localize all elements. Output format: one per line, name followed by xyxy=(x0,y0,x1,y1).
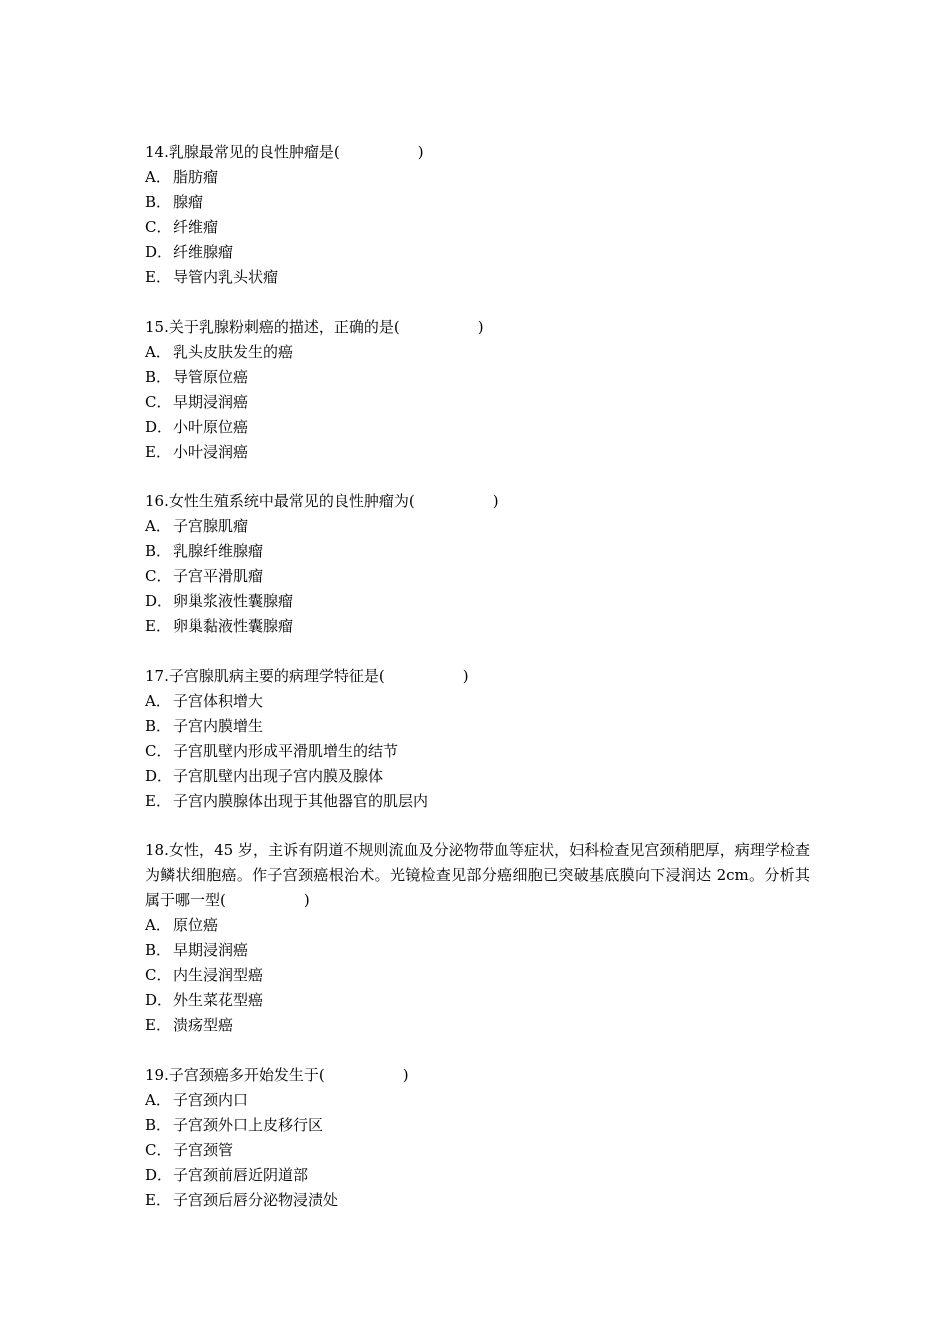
question-stem xyxy=(145,838,810,913)
question-text: 关于乳腺粉刺癌的描述，正确的是( xyxy=(168,317,400,336)
option-text: 早期浸润癌 xyxy=(173,941,249,959)
option-letter: C． xyxy=(145,1140,172,1159)
option-e xyxy=(145,1188,810,1213)
option-text: 子宫颈管 xyxy=(173,1140,234,1159)
option-letter: C． xyxy=(145,392,172,411)
option-text: 子宫内膜腺体出现于其他器官的肌层内 xyxy=(173,791,429,810)
option-letter: C． xyxy=(145,741,172,760)
option-d xyxy=(145,240,810,265)
option-letter: D． xyxy=(145,991,173,1009)
close-paren: ) xyxy=(477,317,484,336)
option-c xyxy=(145,564,810,589)
option-d xyxy=(145,1163,810,1188)
option-a xyxy=(145,514,810,539)
option-letter: A． xyxy=(145,168,171,186)
option-text: 纤维瘤 xyxy=(173,218,219,236)
question-stem xyxy=(145,664,810,689)
option-letter: D． xyxy=(145,417,173,436)
option-text: 内生浸润型癌 xyxy=(173,966,264,984)
option-a xyxy=(145,1088,810,1113)
close-paren: ) xyxy=(462,666,469,685)
option-letter: B． xyxy=(145,367,172,386)
question-number: 19. xyxy=(145,1065,169,1084)
option-c xyxy=(145,390,810,415)
option-letter: C． xyxy=(145,218,172,236)
option-text: 子宫颈外口上皮移行区 xyxy=(173,1115,324,1134)
option-e xyxy=(145,265,810,290)
option-d xyxy=(145,764,810,789)
close-paren: ) xyxy=(303,891,310,909)
exam-page xyxy=(145,140,810,1237)
question-text: 子宫腺肌病主要的病理学特征是( xyxy=(168,666,385,685)
option-letter: E． xyxy=(145,442,171,461)
option-text: 原位癌 xyxy=(173,916,219,934)
option-letter: A． xyxy=(145,517,171,535)
option-text: 脂肪瘤 xyxy=(173,168,219,186)
option-d xyxy=(145,988,810,1013)
option-text: 腺瘤 xyxy=(173,193,204,211)
option-a xyxy=(145,340,810,365)
option-a xyxy=(145,913,810,938)
option-letter: D． xyxy=(145,592,173,610)
option-letter: B． xyxy=(145,542,172,560)
option-c xyxy=(145,215,810,240)
option-text: 子宫体积增大 xyxy=(173,691,264,710)
option-text: 卵巢浆液性囊腺瘤 xyxy=(173,592,294,610)
option-letter: A． xyxy=(145,691,171,710)
option-letter: E． xyxy=(145,791,171,810)
option-letter: B． xyxy=(145,193,172,211)
option-text: 早期浸润癌 xyxy=(173,392,249,411)
question-stem xyxy=(145,140,810,165)
option-e xyxy=(145,614,810,639)
close-paren: ) xyxy=(402,1065,409,1084)
question-14 xyxy=(145,140,810,290)
option-d xyxy=(145,589,810,614)
question-text: 子宫颈癌多开始发生于( xyxy=(168,1065,325,1084)
option-text: 乳腺纤维腺瘤 xyxy=(173,542,264,560)
option-c xyxy=(145,739,810,764)
question-number: 14. xyxy=(145,143,169,161)
option-text: 子宫颈后唇分泌物浸渍处 xyxy=(173,1190,339,1209)
option-letter: A． xyxy=(145,342,171,361)
option-letter: E． xyxy=(145,1190,171,1209)
option-e xyxy=(145,440,810,465)
option-d xyxy=(145,415,810,440)
option-letter: C． xyxy=(145,966,172,984)
option-letter: A． xyxy=(145,1090,171,1109)
option-text: 导管内乳头状瘤 xyxy=(173,268,279,286)
question-number: 15. xyxy=(145,317,169,336)
question-15 xyxy=(145,315,810,465)
option-text: 子宫腺肌瘤 xyxy=(173,517,249,535)
option-text: 子宫肌壁内出现子宫内膜及腺体 xyxy=(173,766,384,785)
close-paren: ) xyxy=(417,143,424,161)
option-c xyxy=(145,963,810,988)
option-b xyxy=(145,365,810,390)
option-letter: E． xyxy=(145,268,171,286)
option-text: 小叶浸润癌 xyxy=(173,442,249,461)
option-letter: D． xyxy=(145,243,173,261)
option-a xyxy=(145,165,810,190)
option-e xyxy=(145,1013,810,1038)
question-16 xyxy=(145,489,810,639)
question-number: 17. xyxy=(145,666,169,685)
option-b xyxy=(145,938,810,963)
option-letter: D． xyxy=(145,1165,173,1184)
option-text: 小叶原位癌 xyxy=(173,417,249,436)
option-a xyxy=(145,689,810,714)
question-19 xyxy=(145,1063,810,1213)
option-b xyxy=(145,714,810,739)
close-paren: ) xyxy=(492,492,499,510)
option-text: 子宫平滑肌瘤 xyxy=(173,567,264,585)
question-18 xyxy=(145,838,810,1038)
option-b xyxy=(145,1113,810,1138)
question-17 xyxy=(145,664,810,814)
option-letter: B． xyxy=(145,1115,172,1134)
question-text: 乳腺最常见的良性肿瘤是( xyxy=(168,143,340,161)
option-c xyxy=(145,1138,810,1163)
question-stem xyxy=(145,1063,810,1088)
option-text: 导管原位癌 xyxy=(173,367,249,386)
question-stem xyxy=(145,489,810,514)
question-text: 女性生殖系统中最常见的良性肿瘤为( xyxy=(168,492,415,510)
option-text: 子宫颈内口 xyxy=(173,1090,249,1109)
option-text: 溃疡型癌 xyxy=(173,1016,234,1034)
option-b xyxy=(145,539,810,564)
question-number: 18. xyxy=(145,841,169,859)
option-letter: B． xyxy=(145,716,172,735)
option-text: 子宫内膜增生 xyxy=(173,716,264,735)
option-text: 子宫颈前唇近阴道部 xyxy=(173,1165,309,1184)
option-letter: E． xyxy=(145,1016,171,1034)
option-letter: B． xyxy=(145,941,172,959)
option-letter: C． xyxy=(145,567,172,585)
question-stem xyxy=(145,315,810,340)
option-letter: A． xyxy=(145,916,171,934)
option-text: 纤维腺瘤 xyxy=(173,243,234,261)
option-letter: E． xyxy=(145,617,171,635)
question-number: 16. xyxy=(145,492,169,510)
option-text: 外生菜花型癌 xyxy=(173,991,264,1009)
option-text: 子宫肌壁内形成平滑肌增生的结节 xyxy=(173,741,399,760)
option-text: 乳头皮肤发生的癌 xyxy=(173,342,294,361)
option-text: 卵巢黏液性囊腺瘤 xyxy=(173,617,294,635)
option-letter: D． xyxy=(145,766,173,785)
option-b xyxy=(145,190,810,215)
question-text: 女性，45 岁，主诉有阴道不规则流血及分泌物带血等症状，妇科检查见宫颈稍肥厚，病理学检查为鳞状细胞癌。作子宫颈癌根治术。光镜检查见部分癌细胞已突破基底膜向下浸润达 2cm。分析其属于哪一型( xyxy=(145,841,810,909)
option-e xyxy=(145,789,810,814)
